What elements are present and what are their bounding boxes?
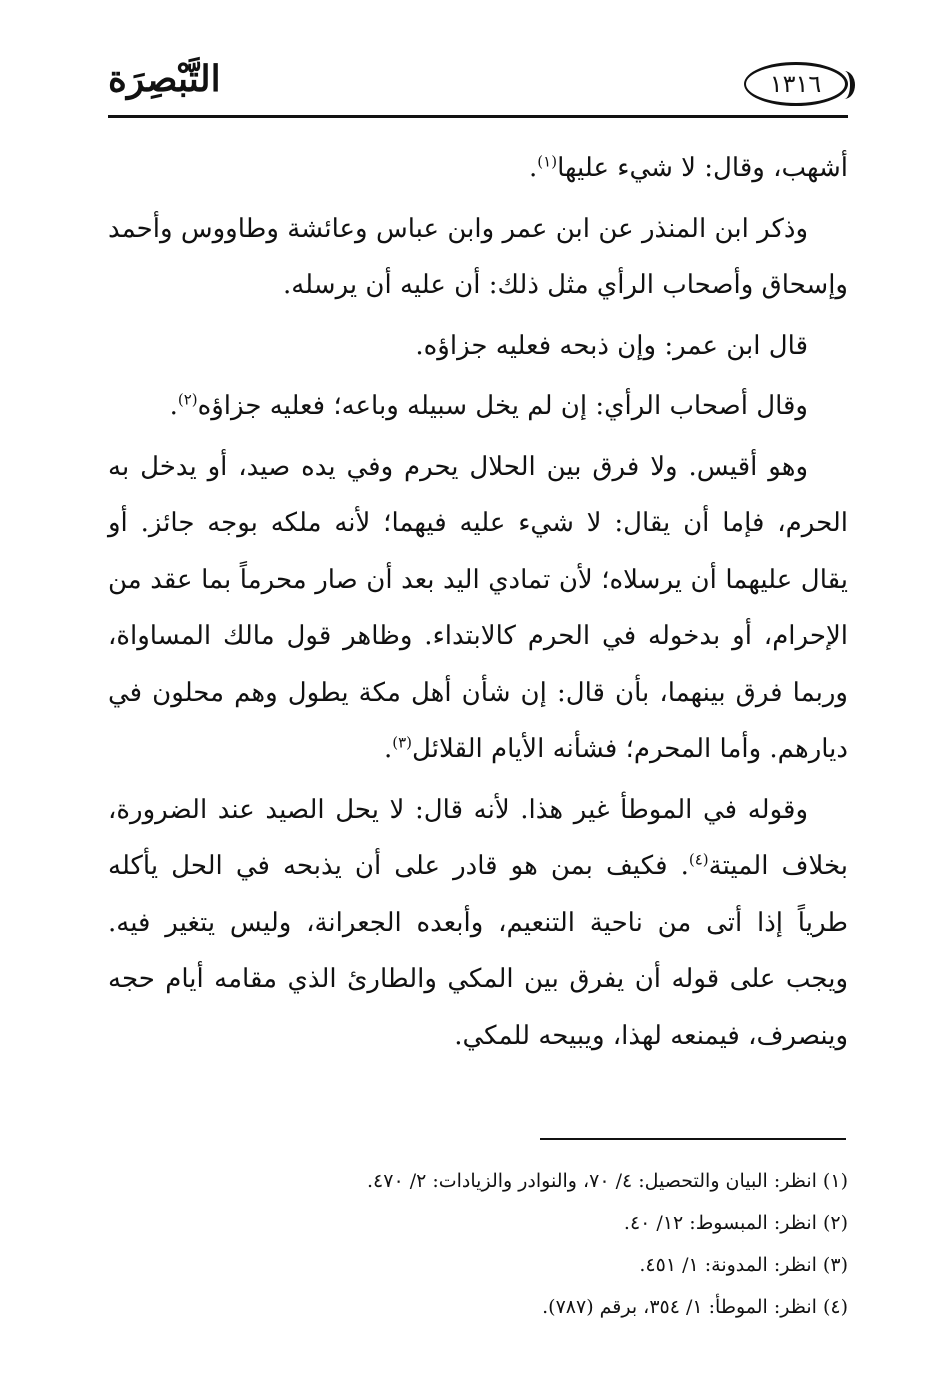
footnote-ref: (٢): [177, 390, 198, 409]
paragraph: وقوله في الموطأ غير هذا. لأنه قال: لا يحل الصيد عند الضرورة، بخلاف الميتة$^{(٤)}$. فكيف بمن هو قادر على أن يذبحه في الحل يأكله طرياً إذا أتى من ناحية التنعيم، وأبعده الجعرانة، وليس يتغير فيه. ويجب على قوله أن يفرق بين المكي والطارئ الذي مقامه أيام حجه وينصرف، فيمنعه لهذا، ويبيحه للمكي.: [108, 794, 848, 1051]
footnote: (٢) انظر: المبسوط: ١٢/ ٤٠.: [623, 1212, 848, 1234]
footnote: (١) انظر: البيان والتحصيل: ٤/ ٧٠، والنوادر والزيادات: ٢/ ٤٧٠.: [366, 1170, 848, 1192]
page-number-badge: ١٣١٦: [744, 62, 848, 106]
footnote-ref: (٣): [392, 733, 413, 752]
footnote: (٣) انظر: المدونة: ١/ ٤٥١.: [639, 1254, 848, 1276]
book-title: التَّبْصِرَة: [108, 58, 221, 100]
footnotes: [108, 1160, 848, 1328]
paragraph: قال ابن عمر: وإن ذبحه فعليه جزاؤه.: [415, 330, 808, 361]
paragraph: وهو أقيس. ولا فرق بين الحلال يحرم وفي يده صيد، أو يدخل به الحرم، فإما أن يقال: لا شيء عليه فيهما؛ لأنه ملكه بوجه جائز. أو يقال عليهما أن يرسلاه؛ لأن تمادي اليد بعد أن صار محرماً بما عقد من الإحرام، أو بدخوله في الحرم كالابتداء. وظاهر قول مالك المساواة، وربما فرق بينهما، بأن قال: إن شأن أهل مكة يطول وهم محلون في ديارهم. وأما المحرم؛ فشأنه الأيام القلائل$^{(٣)}$.: [108, 451, 848, 764]
footnote-separator: [540, 1138, 846, 1140]
footnote: (٤) انظر: الموطأ: ١/ ٣٥٤، برقم (٧٨٧).: [542, 1296, 848, 1318]
footnote-ref: (١): [537, 152, 558, 171]
paragraph: وقال أصحاب الرأي: إن لم يخل سبيله وباعه؛ فعليه جزاؤه$^{(٢)}$.: [169, 390, 808, 421]
paragraph: وذكر ابن المنذر عن ابن عمر وابن عباس وعائشة وطاووس وأحمد وإسحاق وأصحاب الرأي مثل ذلك: أن عليه أن يرسله.: [108, 213, 848, 300]
main-text: [108, 140, 848, 1068]
footnote-ref: (٤): [688, 850, 709, 869]
paragraph: أشهب، وقال: لا شيء عليها$^{(١)}$.: [529, 152, 848, 183]
header-rule: [108, 115, 848, 118]
page-header: [108, 52, 848, 118]
